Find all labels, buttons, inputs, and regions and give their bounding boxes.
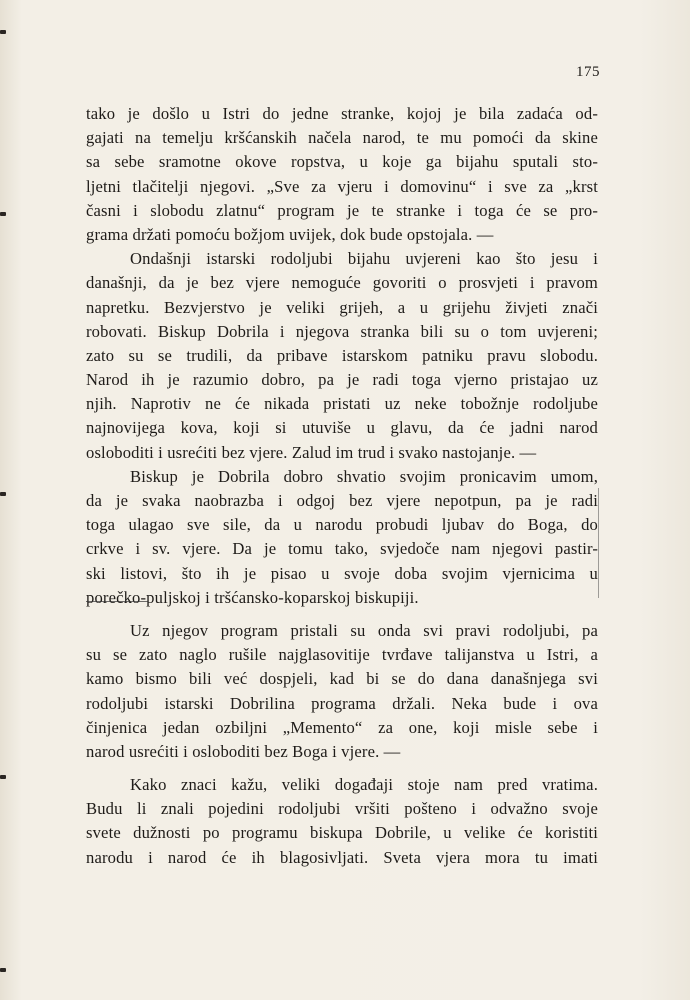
text-line: da je svaka naobrazba i odgoj bez vjere nepotpun, pa je radi <box>86 491 598 510</box>
text-line: grama držati pomoću božjom uvijek, dok bude opstojala. — <box>86 224 494 244</box>
text-line: zato su se trudili, da pribave istarskom patniku pravu slobodu. <box>86 345 598 365</box>
text-line: sa sebe sramotne okove ropstva, u koje ga bijahu sputali sto- <box>86 152 598 172</box>
text-line: časni i slobodu zlatnu“ program je te stranke i toga će se pro- <box>86 200 598 220</box>
paragraph <box>86 465 598 610</box>
text-line: su se zato naglo rušile najglasovitije tvrđave talijanstva u Istri, a <box>86 645 598 665</box>
pencil-margin-mark <box>592 488 599 598</box>
text-line: narod usrećiti i osloboditi bez Boga i vjere. — <box>86 741 401 761</box>
body-text <box>86 102 598 870</box>
paragraph-spacing <box>86 764 598 773</box>
text-line: Budu li znali pojedini rodoljubi vršiti pošteno i odvažno svoje <box>86 799 598 819</box>
paragraph <box>86 247 598 465</box>
text-line: tako je došlo u Istri do jedne stranke, kojoj je bila zadaća od- <box>86 104 598 123</box>
text-line: Uz njegov program pristali su onda svi pravi rodoljubi, pa <box>130 620 598 640</box>
text-line: ljetni tlačitelji njegovi. „Sve za vjeru i domovinu“ i sve za „krst <box>86 176 598 196</box>
text-line: Narod ih je razumio dobro, pa je radi toga vjerno pristajao uz <box>86 370 598 390</box>
paragraph <box>86 619 598 764</box>
text-line: Biskup je Dobrila dobro shvatio svojim pronicavim umom, <box>130 466 598 486</box>
text-line: Ondašnji istarski rodoljubi bijahu uvjereni kao što jesu i <box>130 249 598 269</box>
paragraph <box>86 773 598 870</box>
text-line: Kako znaci kažu, veliki događaji stoje nam pred vratima. <box>130 775 598 795</box>
text-line: današnji, da je bez vjere nemoguće govoriti o prosvjeti i pravom <box>86 273 598 293</box>
text-line: robovati. Biskup Dobrila i njegova stranka bili su o tom uvjereni; <box>86 321 598 341</box>
text-line: najnovijega kova, koji si utuviše u glavu, da će jadni narod <box>86 418 598 438</box>
text-line: toga ulagao sve sile, da u narodu probudi ljubav do Boga, do <box>86 515 598 535</box>
text-line: osloboditi i usrećiti bez vjere. Zalud im trud i svako nastojanje. — <box>86 442 537 462</box>
text-line: činjenica jedan ozbiljni „Memento“ za one, koji misle sebe i <box>86 717 598 737</box>
text-line: gajati na temelju kršćanskih načela narod, te mu pomoći da skine <box>86 128 598 148</box>
text-line: kamo bismo bili već dospjeli, kad bi se do dana današnjega svi <box>86 669 598 689</box>
text-line: crkve i sv. vjere. Da je tomu tako, svjedoče nam njegovi pastir- <box>86 539 598 559</box>
text-line: narodu i narod će ih blagosivljati. Sveta vjera mora tu imati <box>86 847 598 867</box>
page-number: 175 <box>576 64 600 80</box>
text-line: porečko-puljskoj i tršćansko-koparskoj biskupiji. <box>86 587 419 607</box>
text-line: svete dužnosti po programu biskupa Dobrile, u velike će koristiti <box>86 823 598 843</box>
text-line: ski listovi, što ih je pisao u svoje doba svojim vjernicima u <box>86 563 598 583</box>
paragraph <box>86 102 598 247</box>
text-line: njih. Naprotiv ne će nikada pristati uz neke tobožnje rodoljube <box>86 394 598 414</box>
paragraph-spacing <box>86 610 598 619</box>
text-line: rodoljubi istarski Dobrilina programa držali. Neka bude i ova <box>86 693 598 713</box>
binding-edge <box>0 0 8 1000</box>
text-line: napretku. Bezvjerstvo je veliki grijeh, a u grijehu živjeti znači <box>86 297 598 317</box>
pencil-underline <box>86 601 148 602</box>
